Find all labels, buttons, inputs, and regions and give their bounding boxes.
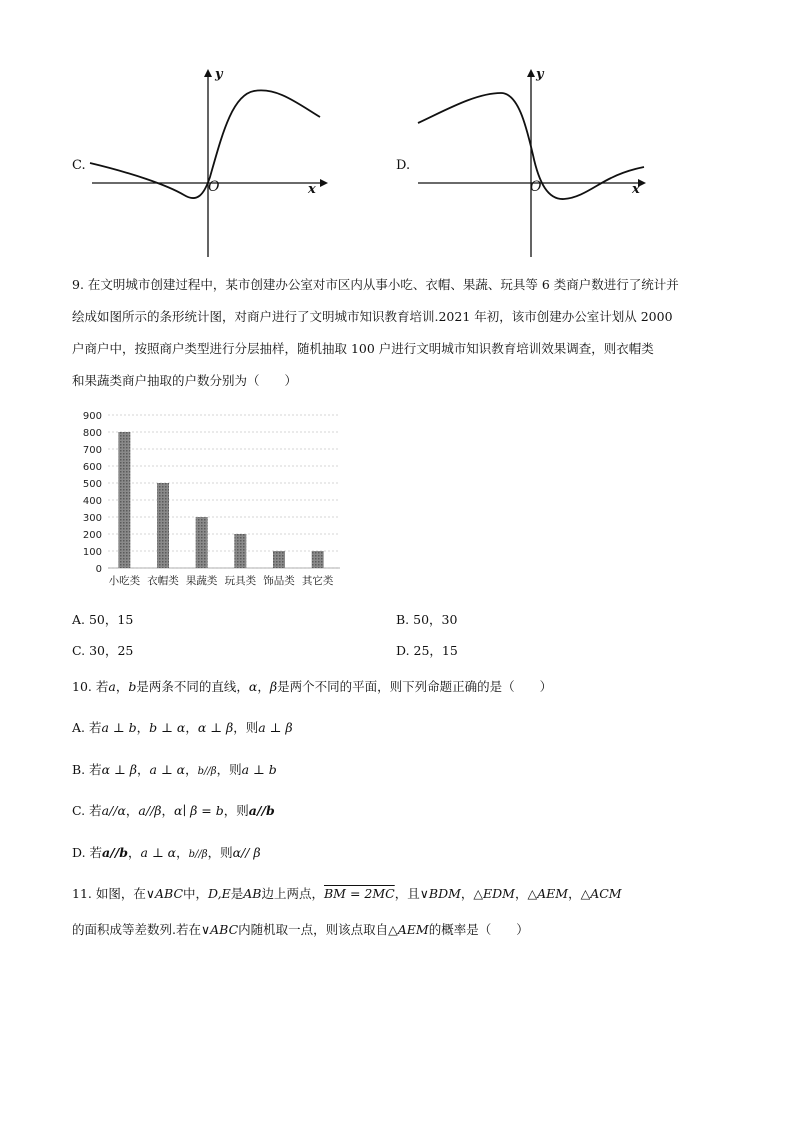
graph-d-origin: O [530,179,542,195]
q10-beta: β [269,679,278,694]
q10-c-s1: ， [125,803,139,818]
q10-a-m3: α ⊥ β [197,720,234,735]
q11-vec: BM = 2MC [323,886,395,901]
q10-d-s2: ， [176,845,189,860]
graph-c-x-arrow [320,179,328,187]
q10-a-s1: ， [136,720,150,735]
q11-p3: 是 [230,886,244,901]
graph-c-label: C. [72,158,86,173]
q11-line-1 [72,884,622,902]
graph-c-x-label: x [308,182,316,197]
q11-s2: ， [514,886,528,901]
bar-2 [196,517,208,568]
q11-s3: ， [568,886,581,901]
q9-line-1: 9. 在文明城市创建过程中，某市创建办公室对市区内从事小吃、衣帽、果蔬、玩具等 6 类商户数进行了统计并 [72,277,679,292]
q10-a-s3: ，则 [233,720,259,735]
q10-b-m3: b//β [197,766,217,777]
q9-line-2: 绘成如图所示的条形统计图，对商户进行了文明城市知识教育培训.2021 年初，该市创建办公室计划从 2000 [72,309,673,324]
q10-a-pre: A. 若 [72,720,102,735]
q9-option-d[interactable]: D. 25，15 [396,643,458,658]
x-tick-label-4: 饰品类 [263,575,295,587]
q10-b-s1: ， [137,762,150,777]
x-tick-label-3: 玩具类 [224,575,257,587]
q11-t3: △AEM [527,886,569,901]
q11-tri2: ∨ABC [200,922,239,937]
q10-var-a: a [108,679,116,694]
q11-t5: △AEM [388,922,429,937]
q10-a-m4: a ⊥ β [258,720,293,735]
q10-d-pre: D. 若 [72,845,103,860]
q11-p2: 中， [183,886,209,901]
y-tick-label-400: 400 [82,496,102,507]
q9-line-4: 和果蔬类商户抽取的户数分别为（ ） [72,373,298,388]
q11-tri1: ∨ABC [145,886,184,901]
q10-c-m2: a//β [138,803,162,818]
q10-c-s2: ， [161,803,175,818]
graph-option-c [72,65,332,260]
q9-line-3: 户商户中，按照商户类型进行分层抽样，随机抽取 100 户进行文明城市知识教育培训效果调查，则衣帽类 [72,341,654,356]
graph-d-y-label: y [536,67,544,82]
q10-d-s3: ，则 [207,845,233,860]
q11-l2a: 的面积成等差数列.若在 [72,922,201,937]
q10-d-m3: b//β [188,849,208,860]
q10-stem-mid: 是两条不同的直线， [136,679,249,694]
graph-d-x-label: x [632,182,640,197]
graph-c-origin: O [208,179,220,195]
bar-0 [118,432,130,568]
q10-d-s1: ， [128,845,141,860]
q10-stem-post: 是两个不同的平面，则下列命题正确的是（ ） [277,679,553,694]
bar-chart-svg [72,405,362,595]
graph-d-svg [396,65,666,260]
q10-sep1: ， [115,679,129,694]
q10-option-a[interactable] [72,718,293,736]
q10-a-s2: ， [185,720,198,735]
bar-4 [273,551,285,568]
q10-d-m1: a//b [102,845,129,860]
q10-b-m1: α ⊥ β [101,762,138,777]
bar-1 [157,483,169,568]
x-tick-label-0: 小吃类 [108,575,141,587]
graph-c-y-arrow [204,69,212,77]
y-tick-label-900: 900 [82,411,102,422]
q10-d-m2: a ⊥ α [140,845,177,860]
q10-var-b: b [128,679,137,694]
q10-option-d[interactable] [72,843,261,861]
graph-d-y-arrow [527,69,535,77]
q11-t2: △EDM [473,886,515,901]
q10-b-m4: a ⊥ b [241,762,277,777]
y-tick-label-100: 100 [82,547,102,558]
y-tick-label-0: 0 [95,564,102,575]
y-tick-label-800: 800 [82,428,102,439]
x-tick-label-2: 果蔬类 [185,575,218,587]
x-tick-label-5: 其它类 [301,575,334,587]
q10-b-s2: ， [185,762,198,777]
q9-option-a[interactable]: A. 50，15 [72,612,134,627]
q10-a-m1: a ⊥ b [101,720,137,735]
graph-c-svg [72,65,332,260]
q11-l2c: 的概率是（ ） [428,922,529,937]
graph-c-y-label: y [215,67,223,82]
q11-l2b: 内随机取一点，则该点取自 [238,922,389,937]
y-tick-label-500: 500 [82,479,102,490]
y-tick-label-200: 200 [82,530,102,541]
graph-d-label: D. [396,158,411,173]
q11-p5: ，且 [394,886,420,901]
q10-c-pre: C. 若 [72,803,102,818]
q10-c-m4: a//b [248,803,275,818]
q11-t1: ∨BDM [419,886,461,901]
q10-c-s3: ，则 [223,803,249,818]
graph-option-d [396,65,666,260]
q10-alpha: α [248,679,258,694]
q10-c-m3: α∣ β = b [174,803,224,818]
q9-option-b[interactable]: B. 50，30 [396,612,458,627]
y-tick-label-600: 600 [82,462,102,473]
q9-option-c[interactable]: C. 30，25 [72,643,134,658]
q11-seg: AB [243,886,262,901]
q10-stem-pre: 10. 若 [72,679,109,694]
q11-t4: △ACM [580,886,622,901]
q10-b-pre: B. 若 [72,762,102,777]
q11-p4: 边上两点， [261,886,324,901]
x-tick-label-1: 衣帽类 [147,575,179,587]
q10-option-c[interactable] [72,801,275,819]
q10-b-s3: ，则 [216,762,242,777]
q10-d-m4: α// β [232,845,261,860]
q10-option-b[interactable] [72,760,277,778]
q11-pts: D,E [208,886,231,901]
graph-c-curve [90,90,320,198]
q11-line-2 [72,920,529,938]
bar-5 [312,551,324,568]
y-tick-label-700: 700 [82,445,102,456]
y-tick-label-300: 300 [82,513,102,524]
q10-b-m2: a ⊥ α [149,762,186,777]
q10-stem [72,677,552,695]
q10-a-m2: b ⊥ α [149,720,186,735]
q11-p1: 11. 如图，在 [72,886,146,901]
q10-c-m1: a//α [101,803,126,818]
q9-bar-chart [72,405,362,595]
q11-s1: ， [460,886,474,901]
q10-sep2: ， [257,679,270,694]
bar-3 [234,534,246,568]
